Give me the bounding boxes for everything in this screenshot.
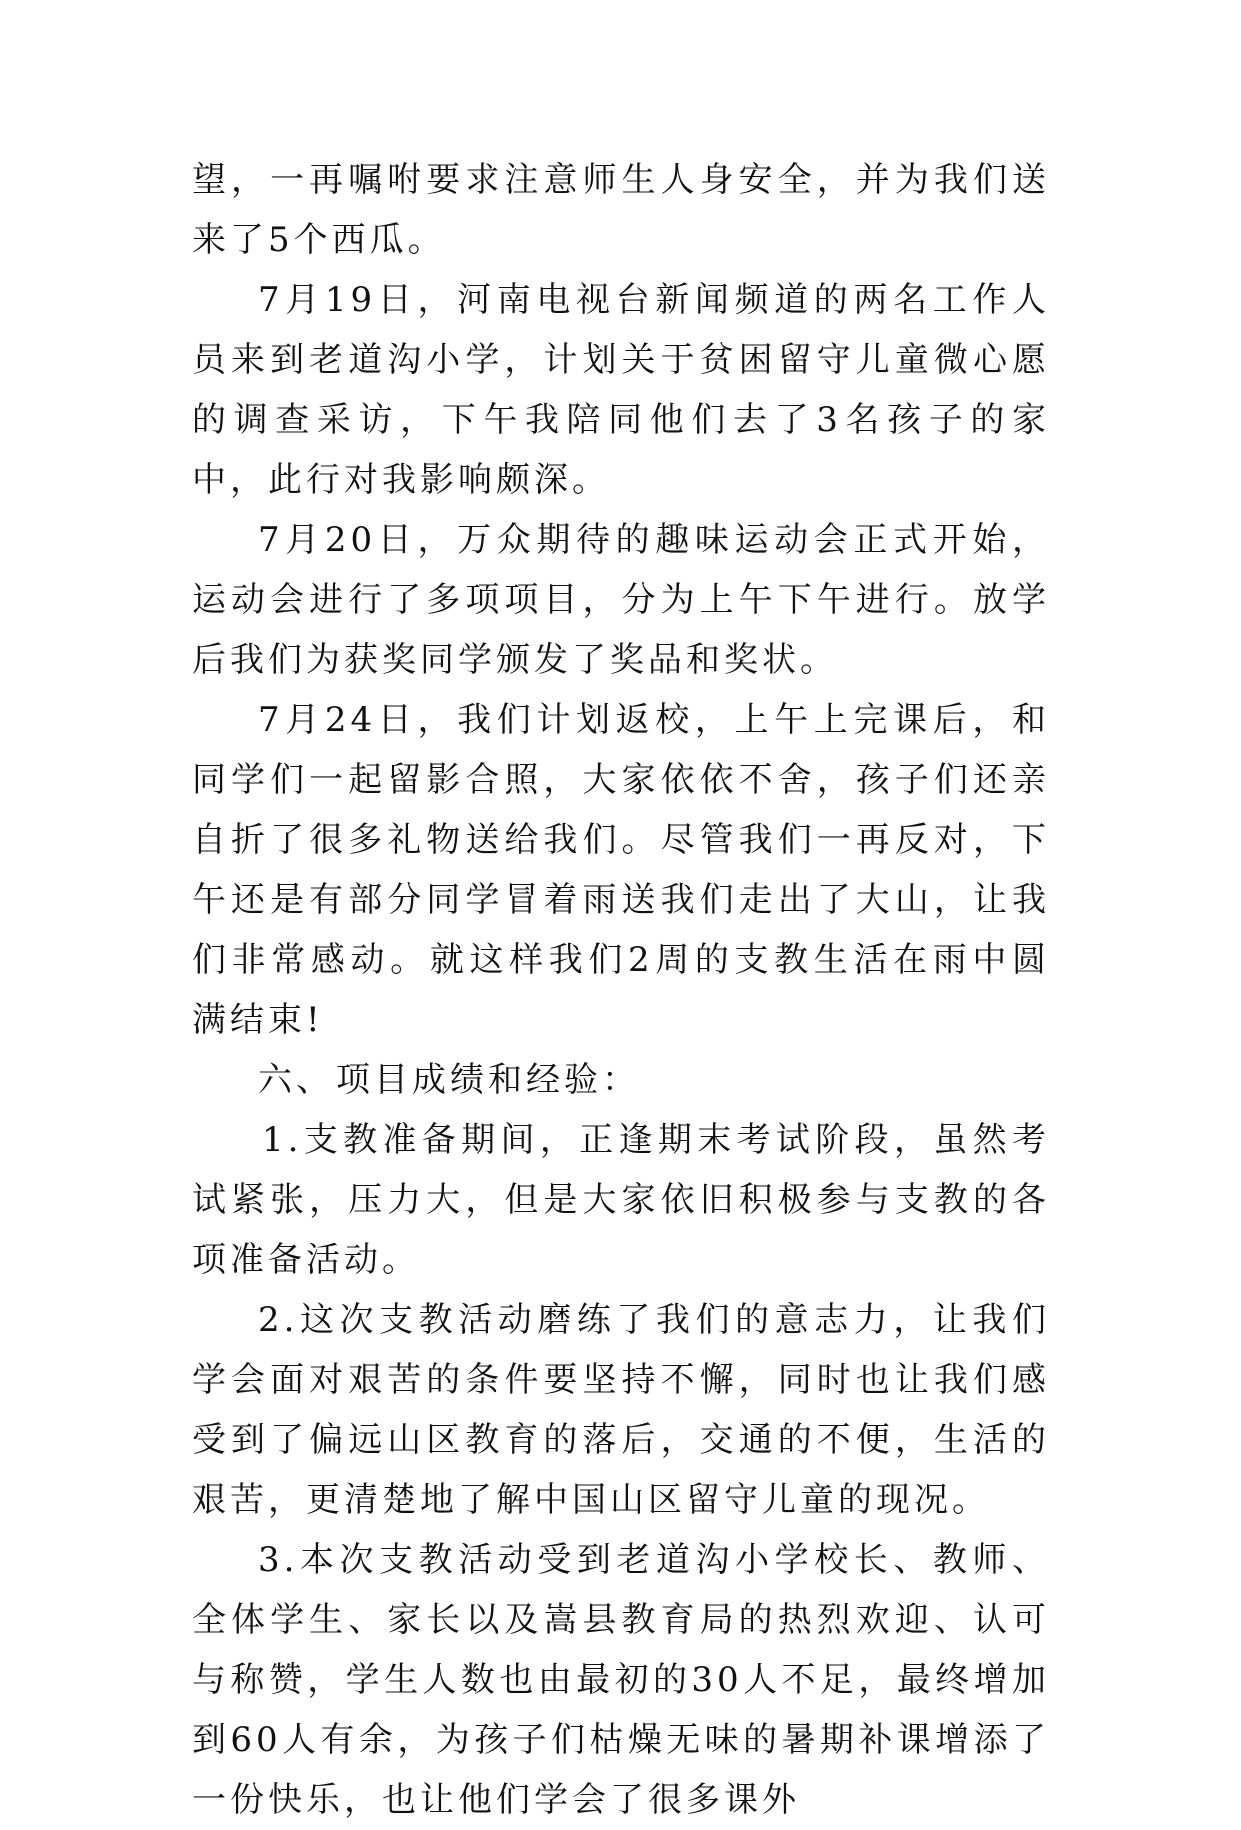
list-item-1: 1.支教准备期间，正逢期末考试阶段，虽然考试紧张，压力大，但是大家依旧积极参与支教的各项准备活动。 xyxy=(192,1120,1050,1280)
document-body xyxy=(192,150,1050,1830)
list-item-2: 2.这次支教活动磨练了我们的意志力，让我们学会面对艰苦的条件要坚持不懈，同时也让我们感受到了偏远山区教育的落后，交通的不便，生活的艰苦，更清楚地了解中国山区留守儿童的现况。 xyxy=(192,1300,1050,1520)
paragraph-july-20: 7月20日，万众期待的趣味运动会正式开始，运动会进行了多项项目，分为上午下午进行。放学后我们为获奖同学颁发了奖品和奖状。 xyxy=(192,520,1050,680)
paragraph-july-24: 7月24日，我们计划返校，上午上完课后，和同学们一起留影合照，大家依依不舍，孩子们还亲自折了很多礼物送给我们。尽管我们一再反对，下午还是有部分同学冒着雨送我们走出了大山，让我们非常感动。就这样我们2周的支教生活在雨中圆满结束! xyxy=(192,700,1050,1040)
list-item-3: 3.本次支教活动受到老道沟小学校长、教师、全体学生、家长以及嵩县教育局的热烈欢迎、认可与称赞，学生人数也由最初的30人不足，最终增加到60人有余，为孩子们枯燥无味的暑期补课增添了一份快乐，也让他们学会了很多课外 xyxy=(192,1540,1050,1820)
paragraph-july-19: 7月19日，河南电视台新闻频道的两名工作人员来到老道沟小学，计划关于贫困留守儿童微心愿的调查采访，下午我陪同他们去了3名孩子的家中，此行对我影响颇深。 xyxy=(192,280,1050,500)
section-heading xyxy=(192,1050,1050,1110)
section-heading-number: 六、 xyxy=(258,1060,334,1100)
section-heading-title: 项目成绩和经验： xyxy=(336,1060,640,1100)
paragraph-continuation: 望，一再嘱咐要求注意师生人身安全，并为我们送来了5个西瓜。 xyxy=(192,160,1050,260)
